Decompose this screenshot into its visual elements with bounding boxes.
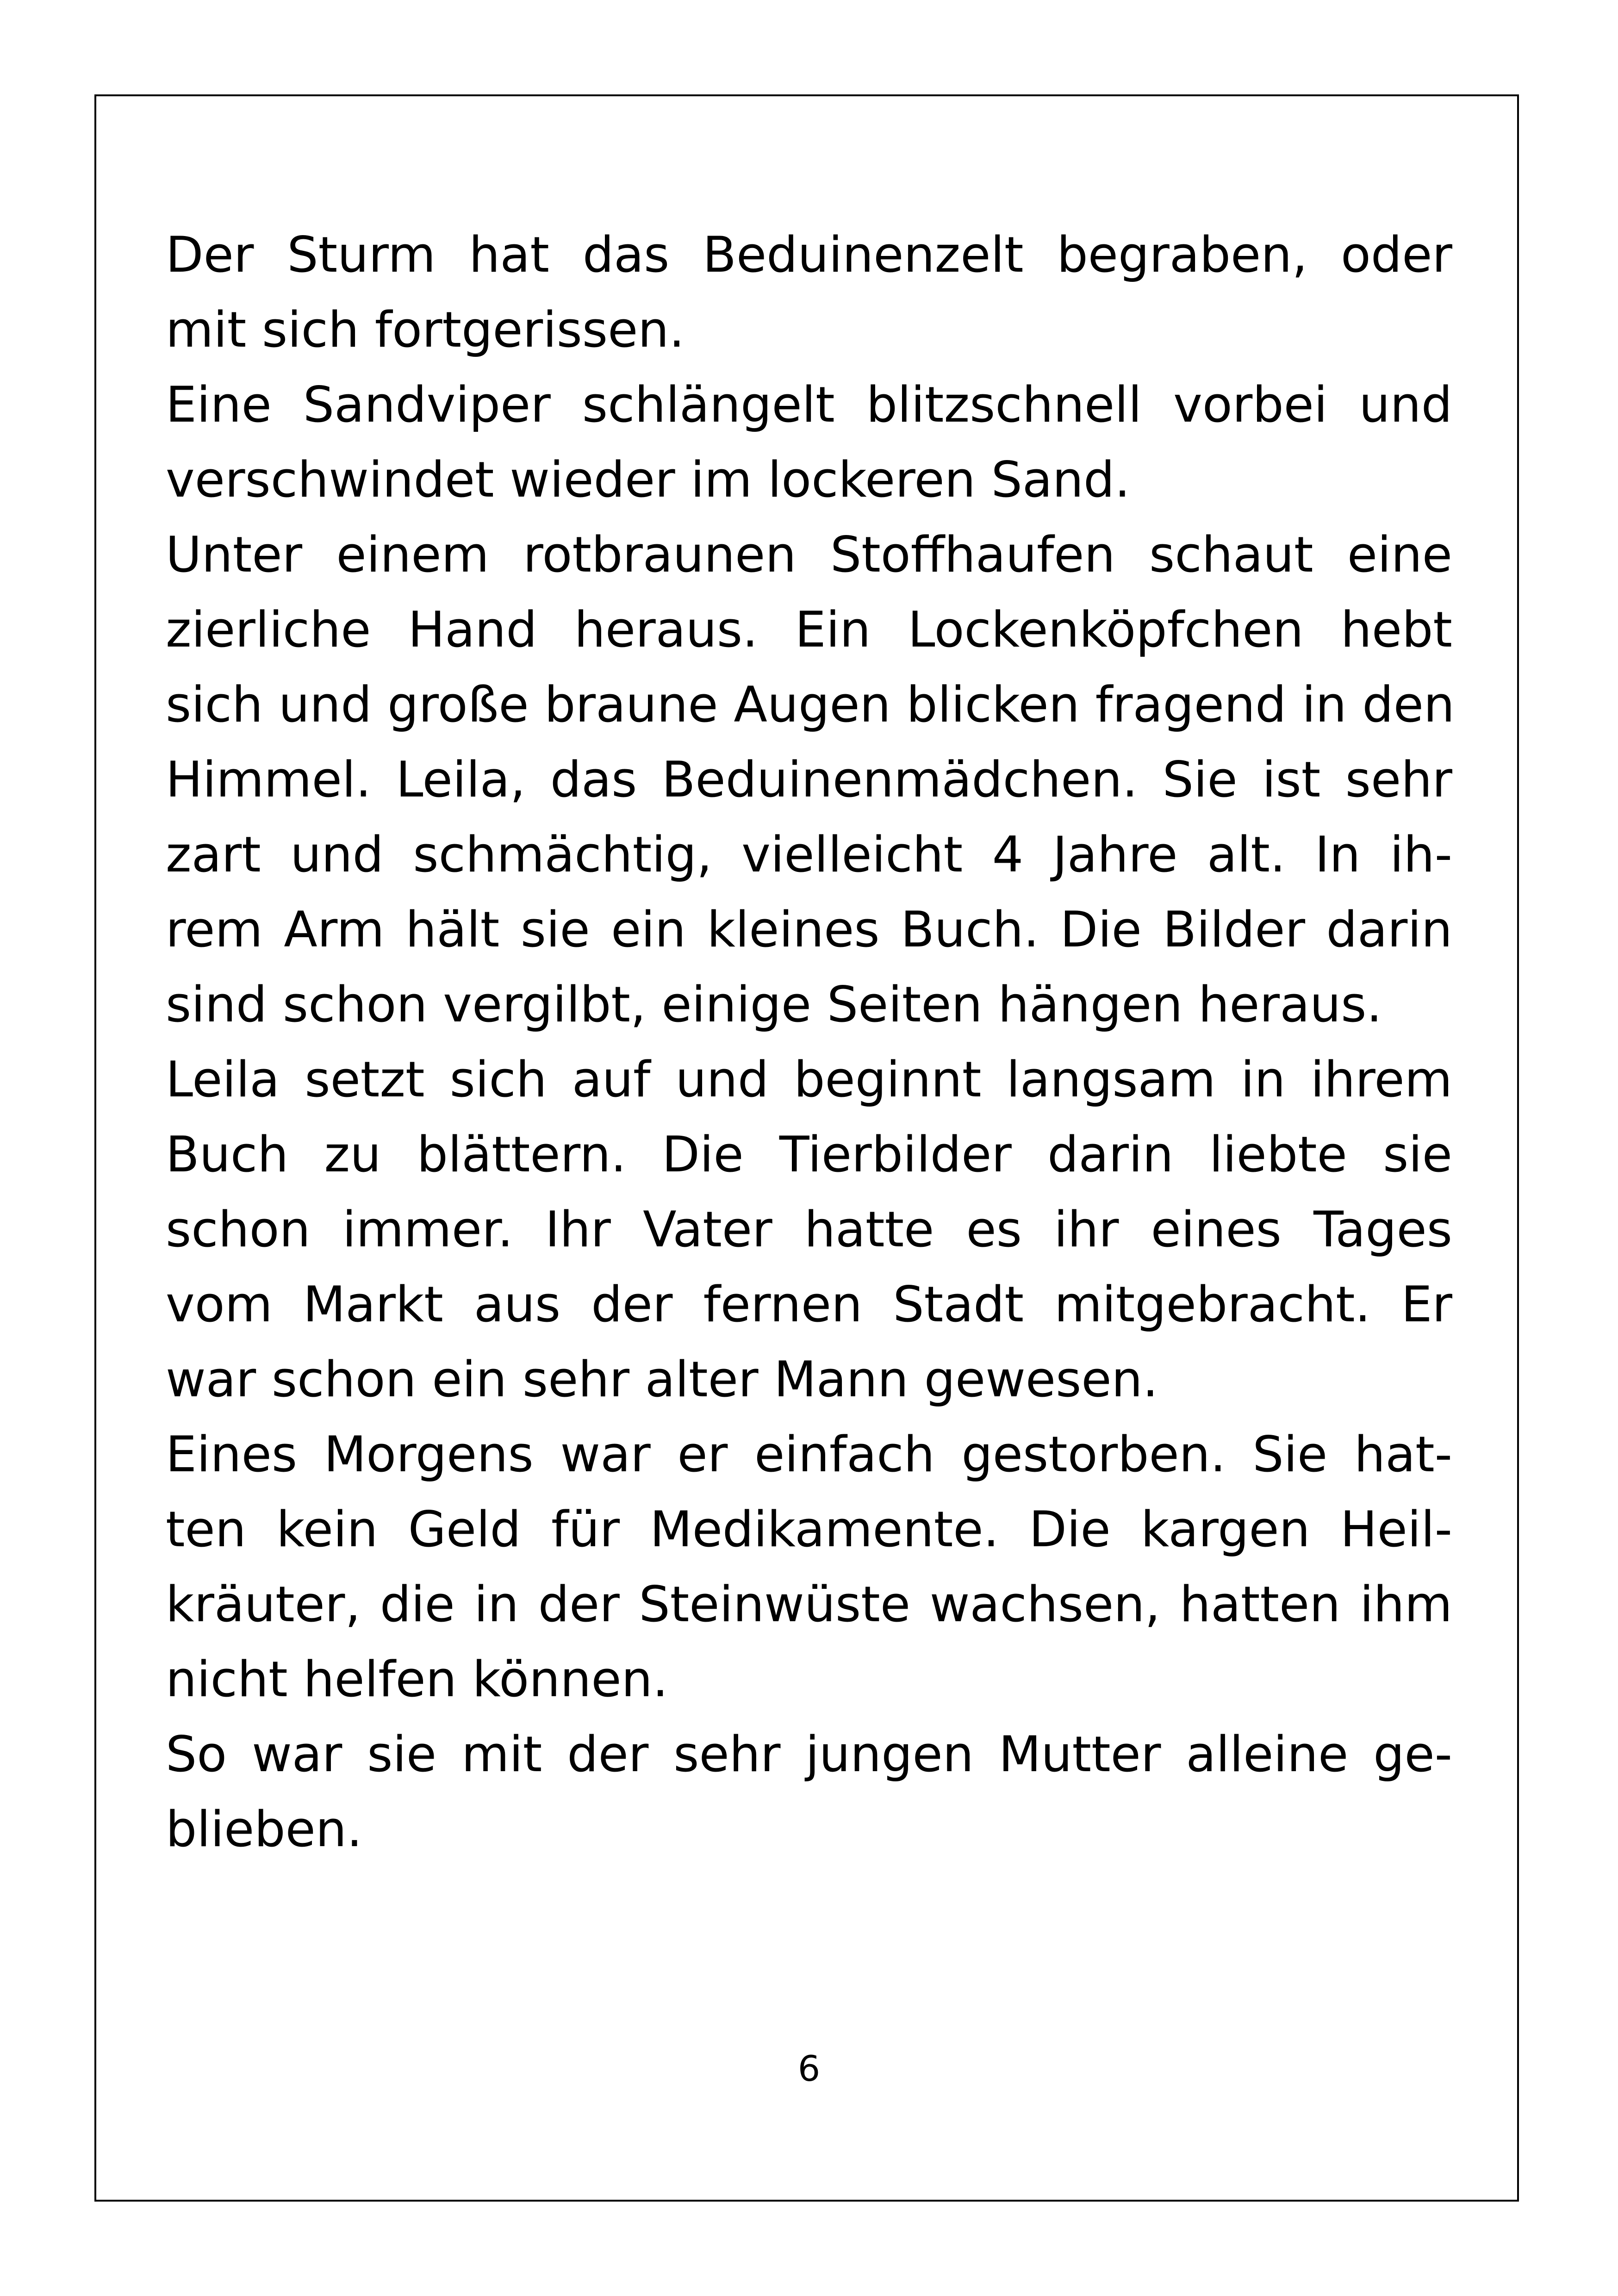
text-line: zierliche Hand heraus. Ein Lockenköpfchen hebt bbox=[166, 601, 1452, 658]
text-line: war schon ein sehr alter Mann gewesen. bbox=[166, 1351, 1158, 1408]
text-line: Unter einem rotbraunen Stoffhaufen schaut eine bbox=[166, 526, 1452, 583]
text-line: zart und schmächtig, vielleicht 4 Jahre alt. In ih- bbox=[166, 826, 1452, 883]
text-line: Eines Morgens war er einfach gestorben. Sie hat- bbox=[166, 1426, 1452, 1483]
text-line: vom Markt aus der fernen Stadt mitgebracht. Er bbox=[166, 1276, 1452, 1333]
text-line: schon immer. Ihr Vater hatte es ihr eines Tages bbox=[166, 1201, 1452, 1258]
text-line: sich und große braune Augen blicken fragend in den bbox=[166, 676, 1455, 733]
text-line: kräuter, die in der Steinwüste wachsen, hatten ihm bbox=[166, 1576, 1452, 1633]
text-line: Buch zu blättern. Die Tierbilder darin liebte sie bbox=[166, 1126, 1452, 1183]
text-line: rem Arm hält sie ein kleines Buch. Die Bilder darin bbox=[166, 901, 1452, 958]
text-line: sind schon vergilbt, einige Seiten hängen heraus. bbox=[166, 976, 1382, 1033]
text-line: Der Sturm hat das Beduinenzelt begraben, oder bbox=[166, 226, 1452, 283]
text-line: Leila setzt sich auf und beginnt langsam in ihrem bbox=[166, 1051, 1452, 1108]
text-line: So war sie mit der sehr jungen Mutter alleine ge- bbox=[166, 1726, 1452, 1783]
text-line: ten kein Geld für Medikamente. Die kargen Heil- bbox=[166, 1501, 1452, 1558]
text-line: Himmel. Leila, das Beduinenmädchen. Sie ist sehr bbox=[166, 751, 1452, 808]
text-line: verschwindet wieder im lockeren Sand. bbox=[166, 451, 1130, 508]
text-line: mit sich fortgerissen. bbox=[166, 301, 685, 358]
text-line: nicht helfen können. bbox=[166, 1651, 668, 1708]
text-line: Eine Sandviper schlängelt blitzschnell vorbei und bbox=[166, 376, 1452, 433]
text-line: blieben. bbox=[166, 1801, 362, 1858]
story-text-block bbox=[166, 218, 1455, 1867]
page-number: 6 bbox=[797, 2048, 821, 2089]
